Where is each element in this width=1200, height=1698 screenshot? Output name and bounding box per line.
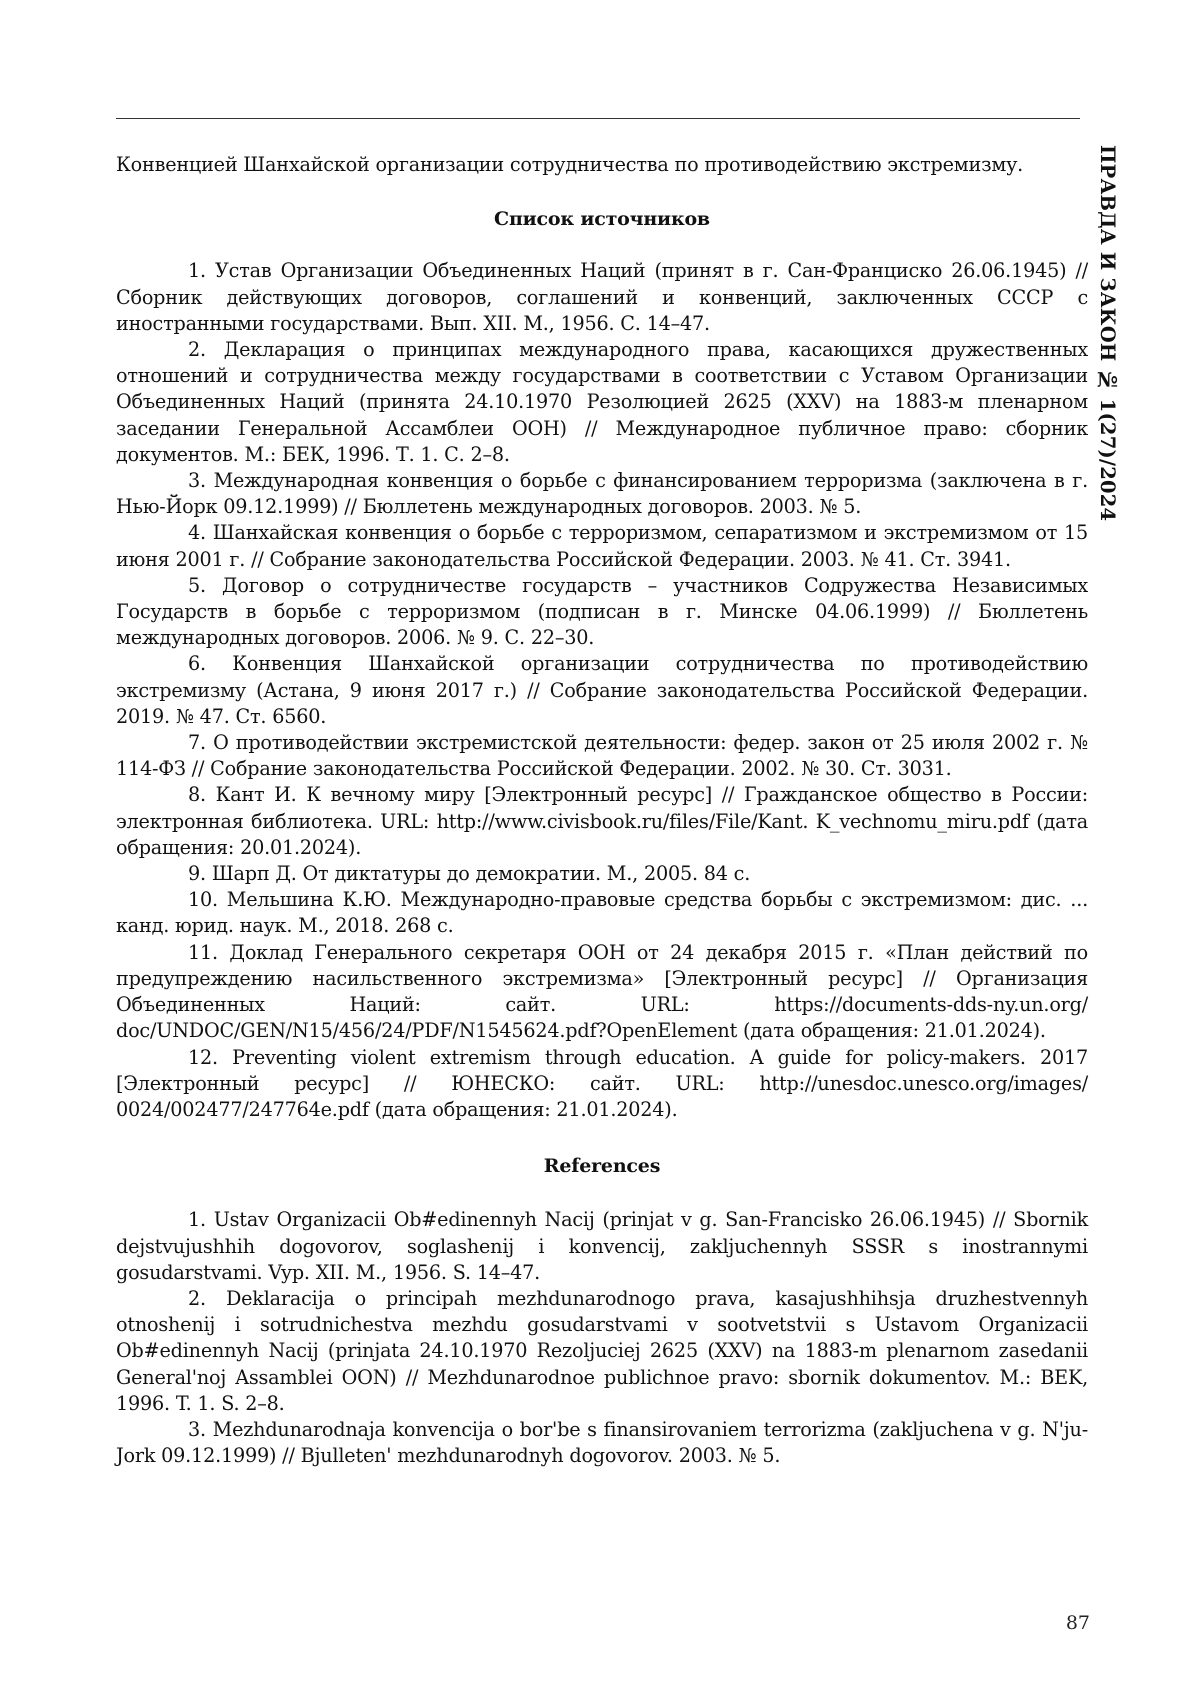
source-text: Договор о сотрудничестве государств – участников Содружества Независимых Государств в борьбе с терроризмом (подписан в г. Минске 04.06.1999) // Бюллетень международных договоров. 2006. № 9. С. 22–30. [116,574,1088,649]
source-number: 5. [188,574,206,597]
page-number: 87 [1040,1612,1090,1634]
lead-paragraph: Конвенцией Шанхайской организации сотрудничества по противодействию экстремизму. [116,152,1088,178]
source-number: 3. [188,469,206,492]
reference-item [116,1207,1088,1286]
source-text: Шарп Д. От диктатуры до демократии. М., 2005. 84 с. [212,862,750,885]
sources-list [116,258,1088,1123]
reference-item [116,1417,1088,1469]
source-item [116,887,1088,939]
source-number: 6. [188,652,206,675]
source-item [116,520,1088,572]
references-list [116,1207,1088,1469]
source-text: Доклад Генерального секретаря ООН от 24 декабря 2015 г. «План действий по предупреждению насильственного экстремизма» [Электронный ресурс] // Организация Объединенных Наций: сайт. URL: https://documents-dds-ny.un.org/ doc/UNDOC/GEN/N15/456/24/PDF/N1545624.pdf?OpenElement (дата обращения: 21.01.2024). [116,941,1088,1043]
source-number: 10. [188,888,218,911]
source-text: Международная конвенция о борьбе с финансированием терроризма (заключена в г. Нью-Йорк 09.12.1999) // Бюллетень международных договоров. 2003. № 5. [116,469,1088,518]
source-text: Декларация о принципах международного права, касающихся дружественных отношений и сотрудничества между государствами в соответствии с Уставом Организации Объединенных Наций (принята 24.10.1970 Резолюцией 2625 (XXV) на 1883-м пленарном заседании Генеральной Ассамблеи ООН) // Международное публичное право: сборник документов. М.: БЕК, 1996. Т. 1. С. 2–8. [116,338,1088,466]
reference-number: 1. [188,1208,206,1231]
source-text: Мельшина К.Ю. Международно-правовые средства борьбы с экстремизмом: дис. ... канд. юрид. наук. М., 2018. 268 с. [116,888,1088,937]
source-number: 8. [188,783,206,806]
reference-text: Ustav Organizacii Ob#edinennyh Nacij (prinjat v g. San-Francisko 26.06.1945) // Sbornik dejstvujushhih dogovorov, soglashenij i konvencij, zakljuchennyh SSSR s inostrannymi gosudarstvami. Vyp. XII. M., 1956. S. 14–47. [116,1208,1088,1283]
source-item [116,1045,1088,1124]
reference-number: 2. [188,1287,206,1310]
source-number: 12. [188,1046,218,1069]
source-item [116,940,1088,1045]
reference-item [116,1286,1088,1417]
source-number: 1. [188,259,206,282]
source-number: 7. [188,731,206,754]
sources-heading: Список источников [116,206,1088,232]
source-text: Устав Организации Объединенных Наций (принят в г. Сан-Франциско 26.06.1945) // Сборник действующих договоров, соглашений и конвенций, заключенных СССР с иностранными государствами. Вып. XII. М., 1956. С. 14–47. [116,259,1088,334]
source-item [116,337,1088,468]
source-item [116,468,1088,520]
source-item [116,258,1088,337]
source-number: 2. [188,338,206,361]
reference-text: Deklaracija o principah mezhdunarodnogo prava, kasajushhihsja druzhestvennyh otnoshenij i sotrudnichestva mezhdu gosudarstvami v sootvetstvii s Ustavom Organizacii Ob#edinennyh Nacij (prinjata 24.10.1970 Rezoljuciej 2625 (XXV) na 1883-m plenarnom zasedanii General'noj Assamblei OON) // Mezhdunarodnoe publichnoe pravo: sbornik dokumentov. M.: BEK, 1996. T. 1. S. 2–8. [116,1287,1088,1415]
source-text: Конвенция Шанхайской организации сотрудничества по противодействию экстремизму (Астана, 9 июня 2017 г.) // Собрание законодательства Российской Федерации. 2019. № 47. Ст. 6560. [116,652,1088,727]
source-item [116,651,1088,730]
source-item [116,861,1088,887]
source-text: Шанхайская конвенция о борьбе с терроризмом, сепаратизмом и экстремизмом от 15 июня 2001 г. // Собрание законодательства Российской Федерации. 2003. № 41. Ст. 3941. [116,521,1088,570]
journal-side-title: ПРАВДА И ЗАКОН № 1(27)/2024 [1091,145,1123,535]
reference-text: Mezhdunarodnaja konvencija o bor'be s finansirovaniem terrorizma (zakljuchena v g. N'ju-Jork 09.12.1999) // Bjulleten' mezhdunarodnyh dogovorov. 2003. № 5. [116,1418,1088,1467]
page-body [116,152,1088,1469]
source-item [116,730,1088,782]
reference-number: 3. [188,1418,206,1441]
source-text: Кант И. К вечному миру [Электронный ресурс] // Гражданское общество в России: электронная библиотека. URL: http://www.civisbook.ru/files/File/Kant. K_vechnomu_miru.pdf (дата обращения: 20.01.2024). [116,783,1088,858]
source-number: 11. [188,941,218,964]
header-rule [116,118,1080,119]
source-text: Preventing violent extremism through education. A guide for policy-makers. 2017 [Электронный ресурс] // ЮНЕСКО: сайт. URL: http://unesdoc.unesco.org/images/ 0024/002477/247764e.pdf (дата обращения: 21.01.2024). [116,1046,1088,1121]
references-heading: References [116,1153,1088,1179]
source-number: 9. [188,862,206,885]
source-item [116,573,1088,652]
source-number: 4. [188,521,206,544]
source-text: О противодействии экстремистской деятельности: федер. закон от 25 июля 2002 г. № 114-ФЗ // Собрание законодательства Российской Федерации. 2002. № 30. Ст. 3031. [116,731,1088,780]
source-item [116,782,1088,861]
